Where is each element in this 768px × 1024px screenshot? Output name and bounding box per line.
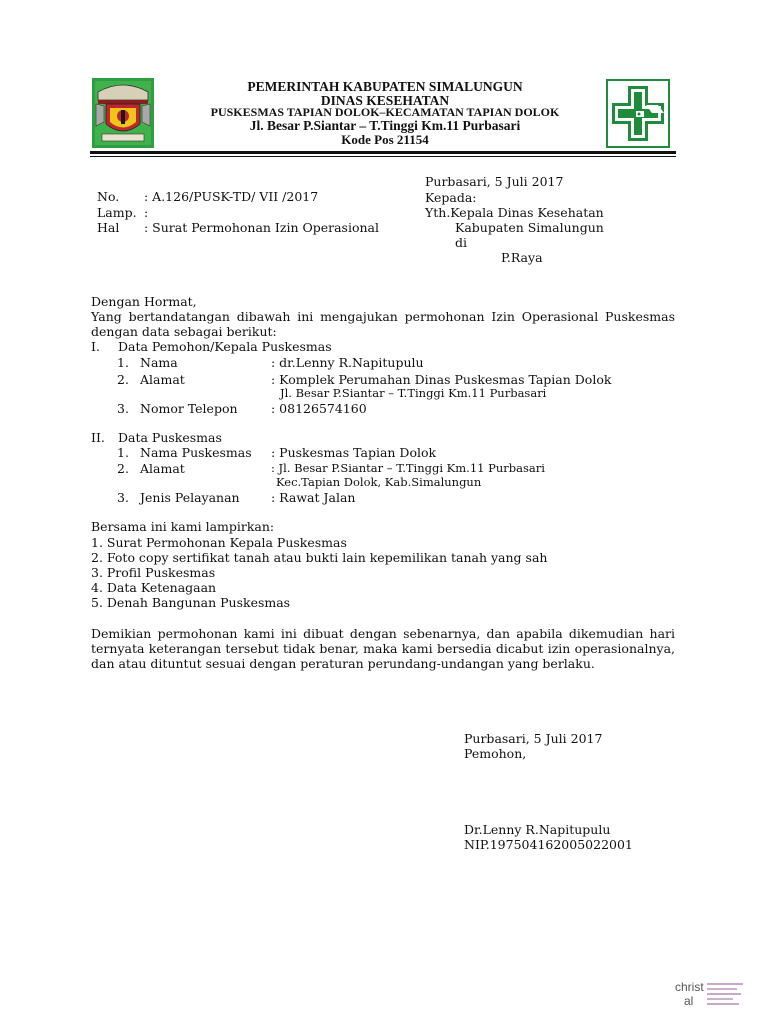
attachment-item: 5. Denah Bangunan Puskesmas [91,595,291,610]
intro-paragraph: Yang bertandatangan dibawah ini mengajukan permohonan Izin Operasional Puskesmas dengan data sebagai berikut: [91,309,675,339]
section2-row2-value: : Jl. Besar P.Siantar – T.Tinggi Km.11 Purbasari [271,461,545,475]
letter-number-label: No. [97,189,120,204]
signature-place-date: Purbasari, 5 Juli 2017 [464,731,603,746]
section2-row3-label: Jenis Pelayanan [140,490,240,505]
letterhead-divider-thick [90,151,676,154]
section2-row2-num: 2. [117,461,129,476]
letter-subject-value: : Surat Permohonan Izin Operasional [144,220,379,235]
letterhead-divider-thin [90,156,676,157]
section1-row2-value: : Komplek Perumahan Dinas Puskesmas Tapian Dolok [271,372,612,387]
section1-row3-value: : 08126574160 [271,401,367,416]
recipient-city: P.Raya [501,250,543,265]
watermark-text-line2: al [684,994,694,1008]
watermark-text-line1: christ [675,980,704,994]
letterhead-line-puskesmas: PUSKESMAS TAPIAN DOLOK–KECAMATAN TAPIAN DOLOK [210,105,560,119]
section1-row3-num: 3. [117,401,129,416]
attachment-item: 1. Surat Permohonan Kepala Puskesmas [91,535,347,550]
letter-attachment-label: Lamp. [97,205,137,220]
signatory-nip: NIP.197504162005022001 [464,837,633,852]
letter-place-date: Purbasari, 5 Juli 2017 [425,174,564,189]
section1-title: Data Pemohon/Kepala Puskesmas [118,339,332,354]
section1-row1-label: Nama [140,355,178,370]
section2-row3-value: : Rawat Jalan [271,490,356,505]
section2-number: II. [91,430,105,445]
section2-row1-num: 1. [117,445,129,460]
section1-row2-value-line2: Jl. Besar P.Siantar – T.Tinggi Km.11 Purbasari [280,386,547,400]
section1-row3-label: Nomor Telepon [140,401,238,416]
simalungun-regency-crest-icon [92,78,154,148]
section2-row3-num: 3. [117,490,129,505]
watermark-pattern-icon [705,981,745,1009]
section1-row2-num: 2. [117,372,129,387]
section1-row1-num: 1. [117,355,129,370]
recipient-line2: Kabupaten Simalungun [455,220,604,235]
closing-paragraph: Demikian permohonan kami ini dibuat dengan sebenarnya, dan apabila dikemudian hari ternyata keterangan tersebut tidak benar, maka kami bersedia dicabut izin operasionalnya, dan atau dituntut sesuai dengan peraturan perundang-undangan yang berlaku. [91,626,675,671]
recipient-line1: Yth.Kepala Dinas Kesehatan [425,205,604,220]
greeting: Dengan Hormat, [91,294,197,309]
letterhead-line-postcode: Kode Pos 21154 [341,132,429,147]
section2-row2-value-line2: Kec.Tapian Dolok, Kab.Simalungun [276,475,482,489]
letterhead-line-address: Jl. Besar P.Siantar – T.Tinggi Km.11 Purbasari [249,118,521,133]
letterhead-line-agency: DINAS KESEHATAN [320,93,450,108]
section1-number: I. [91,339,100,354]
signatory-name: Dr.Lenny R.Napitupulu [464,822,611,837]
recipient-kepada: Kepada: [425,190,477,205]
signature-role: Pemohon, [464,746,527,761]
letter-subject-label: Hal [97,220,120,235]
section2-row1-label: Nama Puskesmas [140,445,252,460]
attachment-item: 2. Foto copy sertifikat tanah atau bukti lain kepemilikan tanah yang sah [91,550,548,565]
attachments-intro: Bersama ini kami lampirkan: [91,519,275,534]
letterhead-line-government: PEMERINTAH KABUPATEN SIMALUNGUN [247,79,523,94]
recipient-di: di [455,235,467,250]
section1-row1-value: : dr.Lenny R.Napitupulu [271,355,424,370]
section1-row2-label: Alamat [140,372,185,387]
section2-title: Data Puskesmas [118,430,222,445]
section2-row1-value: : Puskesmas Tapian Dolok [271,445,437,460]
attachment-item: 4. Data Ketenagaan [91,580,217,595]
letter-attachment-value: : [144,205,149,220]
watermark-stamp [675,979,745,1011]
letter-number-value: : A.126/PUSK-TD/ VII /2017 [144,189,319,204]
attachment-item: 3. Profil Puskesmas [91,565,216,580]
section2-row2-label: Alamat [140,461,185,476]
